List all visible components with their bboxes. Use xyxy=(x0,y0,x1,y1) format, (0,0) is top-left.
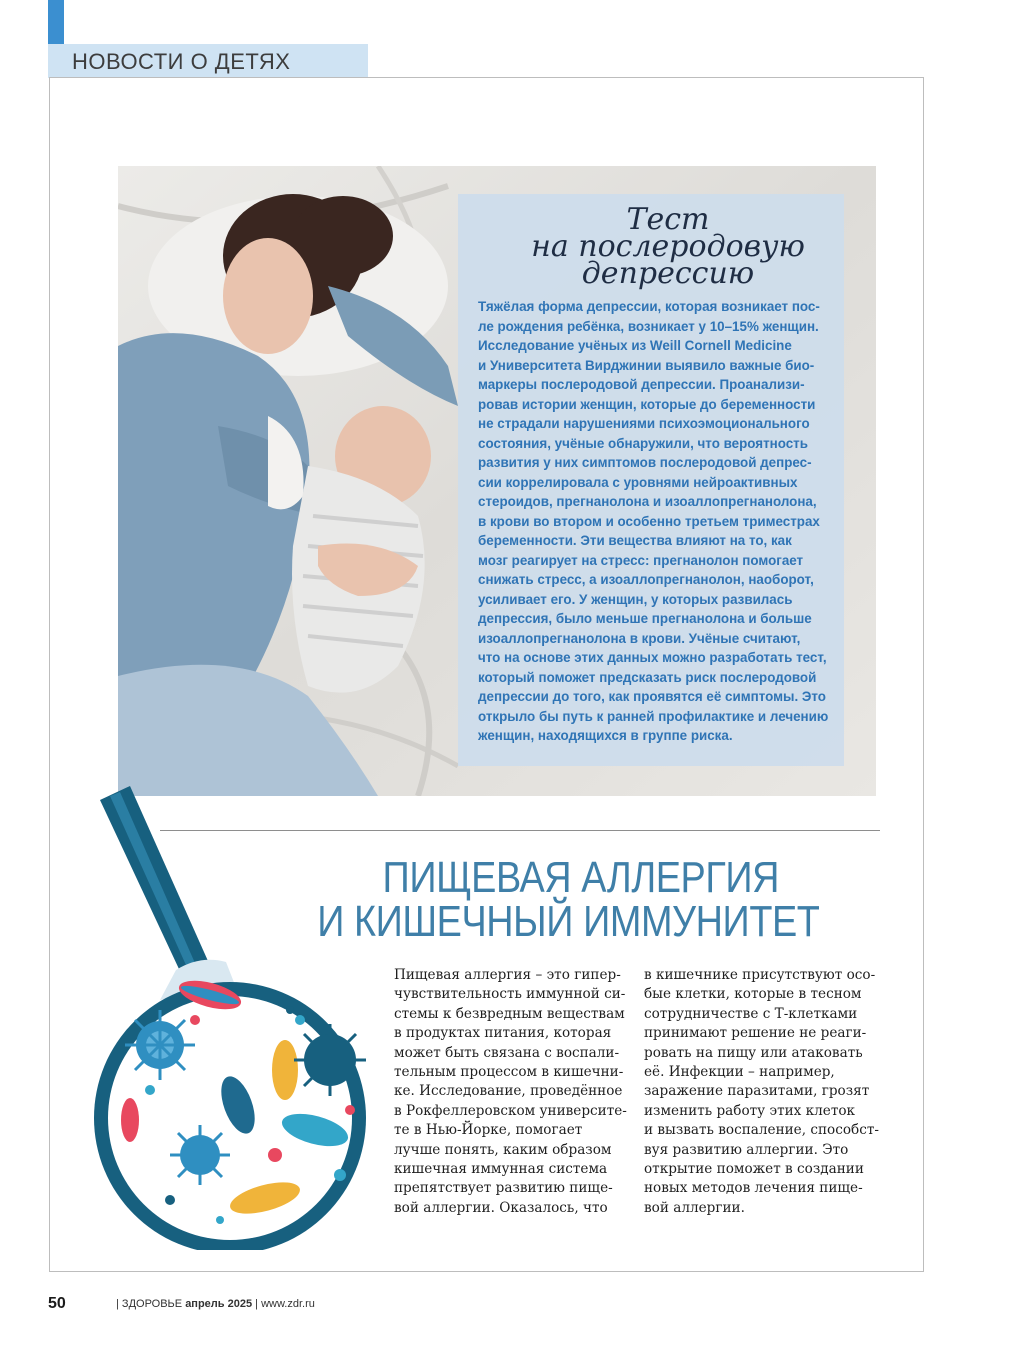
article-line: стемы к безвредным веществам xyxy=(394,1005,625,1022)
box-text-line: депрессии до того, как проявятся её симптомы. Это xyxy=(478,689,826,704)
article-line: в кишечнике присутствуют осо- xyxy=(644,967,876,983)
box-text-line: маркеры послеродовой депрессии. Проанализи- xyxy=(478,377,805,392)
article-line: изменить работу этих клеток xyxy=(644,1102,856,1119)
box-title-line: на послеродовую xyxy=(531,229,805,264)
box-text-line: ровав истории женщин, которые до беременности xyxy=(478,396,816,412)
box-text-line: в крови во втором и особенно третьем триместрах xyxy=(478,513,820,529)
footer-separator: | xyxy=(252,1298,262,1310)
box-text-line: усиливает его. У женщин, у которых развилась xyxy=(478,591,793,607)
box-text-line: открыло бы путь к ранней профилактике и лечению xyxy=(478,708,829,724)
box-text-line: и Университета Вирджинии выявило важные био- xyxy=(478,357,815,373)
headline-line: ПИЩЕВАЯ АЛЛЕРГИЯ xyxy=(382,853,780,902)
article-line: новых методов лечения пище- xyxy=(644,1180,863,1197)
box-text-line: мозг реагирует на стресс: прегнанолон помогает xyxy=(478,552,804,568)
box-text-line: не страдали нарушениями психоэмоционального xyxy=(478,416,810,431)
box-text-line: состояния, учёные обнаружили, что вероятность xyxy=(478,435,808,451)
article-line: открытие поможет в создании xyxy=(644,1161,864,1178)
article-line: заражение паразитами, грозят xyxy=(644,1083,870,1100)
footer-info xyxy=(116,1298,315,1310)
article-line: чувствительность иммунной си- xyxy=(394,986,626,1003)
box-text-line: Тяжёлая форма депрессии, которая возникает пос- xyxy=(478,299,820,314)
article-line: вой аллергии. xyxy=(644,1199,745,1216)
article-column-2 xyxy=(644,966,879,1218)
article-line: её. Инфекции – например, xyxy=(644,1064,835,1081)
article-column-1 xyxy=(394,966,627,1218)
page-number: 50 xyxy=(48,1295,66,1312)
article-line: те в Нью-Йорке, помогает xyxy=(394,1122,583,1139)
article-headline xyxy=(300,853,820,946)
box-text-line: который поможет предсказать риск послеродовой xyxy=(478,669,817,685)
box-text-line: сии коррелировала с уровнями нейроактивных xyxy=(478,474,798,490)
box-text-line: депрессия, было меньше прегнанолона и больше xyxy=(478,611,812,626)
article-line: в продуктах питания, которая xyxy=(394,1025,612,1042)
box-text-line: снижать стресс, а изоаллопрегнанолон, наоборот, xyxy=(478,572,814,587)
footer-separator: | xyxy=(116,1298,122,1310)
section-title: НОВОСТИ О ДЕТЯХ xyxy=(72,49,291,74)
box-text-line: изоаллопрегнанолона в крови. Учёные считают, xyxy=(478,630,801,646)
article-line: лучше понять, каким образом xyxy=(394,1141,612,1158)
article-line: в Рокфеллеровском университе- xyxy=(394,1102,627,1119)
magnifier-microbes-illustration xyxy=(90,780,390,1254)
article-line: бые клетки, которые в тесном xyxy=(644,986,862,1003)
info-box xyxy=(458,194,844,766)
box-text-line: ле рождения ребёнка, возникает у 10–15% женщин. xyxy=(478,318,819,334)
magazine-name: ЗДОРОВЬЕ xyxy=(121,1298,183,1310)
box-title-line: Тест xyxy=(626,202,710,237)
headline-line: И КИШЕЧНЫЙ ИММУНИТЕТ xyxy=(317,897,820,946)
article-line: тельным процессом в кишечни- xyxy=(394,1064,624,1081)
issue-date: апрель 2025 xyxy=(185,1298,253,1310)
article-line: может быть связана с воспали- xyxy=(394,1044,620,1061)
box-text-line: Исследование учёных из Weill Cornell Medicine xyxy=(478,338,792,353)
article-line: ке. Исследование, проведённое xyxy=(394,1083,623,1100)
article-line: и вызвать воспаление, способст- xyxy=(644,1122,879,1139)
article-line: препятствует развитию пище- xyxy=(394,1180,613,1197)
box-text-line: что на основе этих данных можно разработать тест, xyxy=(478,650,827,665)
website-link[interactable]: www.zdr.ru xyxy=(261,1298,315,1310)
article-line: сотрудничестве с Т-клетками xyxy=(644,1005,858,1022)
article-line: вой аллергии. Оказалось, что xyxy=(394,1199,608,1216)
box-text-line: беременности. Эти вещества влияют на то, как xyxy=(478,533,792,548)
box-text-line: стероидов, прегнанолона и изоаллопрегнанолона, xyxy=(478,494,817,509)
box-text-line: развития у них симптомов послеродовой депрес- xyxy=(478,455,812,470)
article-line: вуя развитию аллергии. Это xyxy=(644,1141,849,1158)
article-line: кишечная иммунная система xyxy=(394,1161,608,1178)
article-line: принимают решение не реаги- xyxy=(644,1025,867,1042)
box-title xyxy=(508,202,828,291)
box-title-line: депрессию xyxy=(581,256,755,291)
box-text-line: женщин, находящихся в группе риска. xyxy=(478,728,733,743)
box-text xyxy=(478,297,828,746)
article-line: ровать на пищу или атаковать xyxy=(644,1044,863,1061)
article-line: Пищевая аллергия – это гипер- xyxy=(394,967,621,983)
